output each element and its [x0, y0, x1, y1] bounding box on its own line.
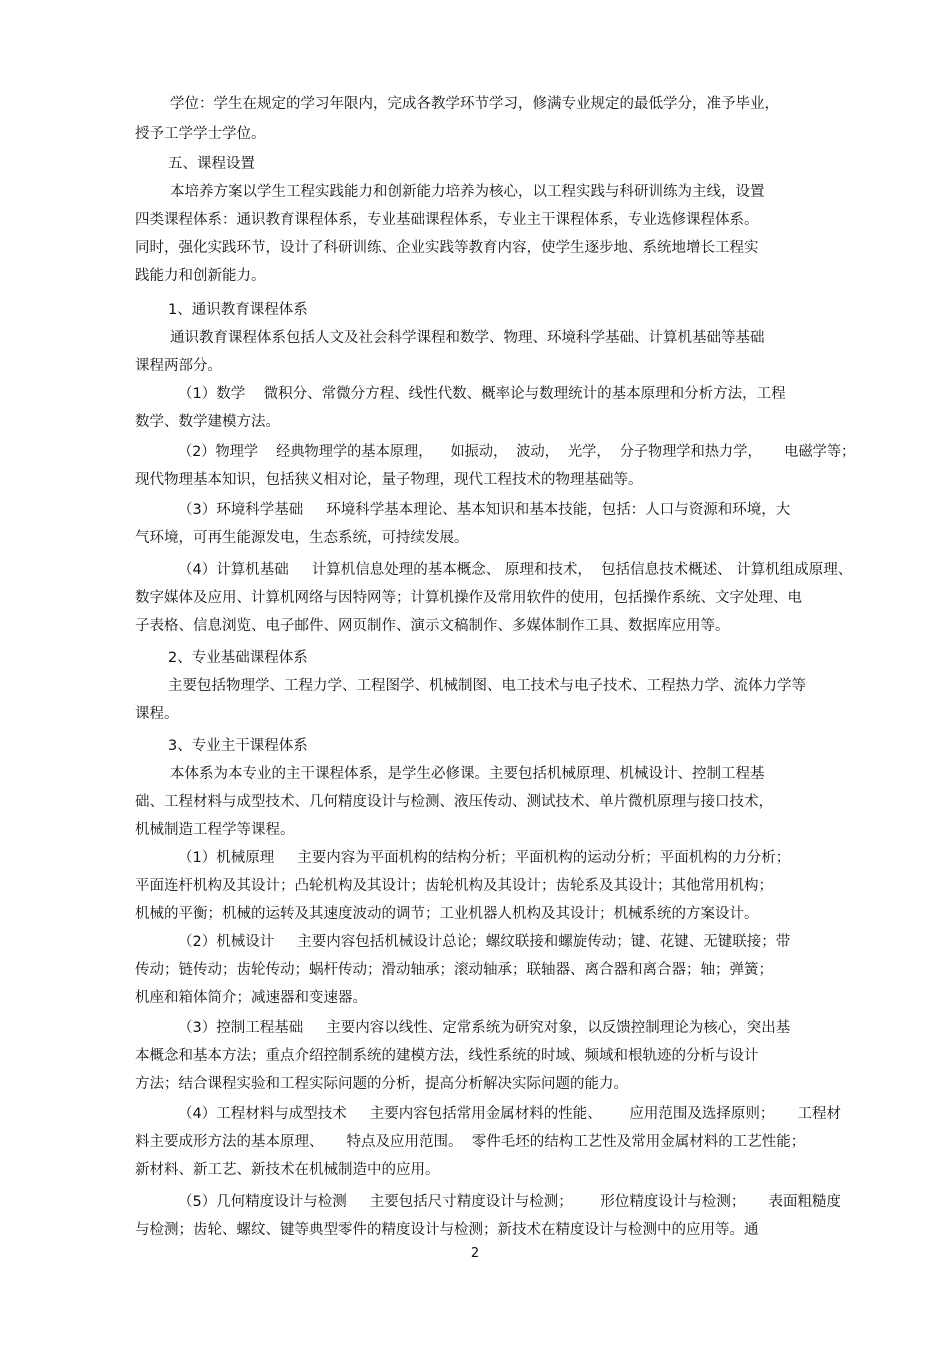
text-line: （1）机械原理 主要内容为平面机构的结构分析；平面机构的运动分析；平面机构的力分析； — [178, 850, 791, 866]
subsection-heading: 2、专业基础课程体系 — [168, 650, 308, 666]
text-line: 授予工学学士学位。 — [135, 126, 266, 142]
section-heading: 五、课程设置 — [168, 156, 255, 172]
text-line: 本概念和基本方法；重点介绍控制系统的建模方法，线性系统的时域、频域和根轨迹的分析与设计 — [135, 1048, 759, 1064]
subsection-heading: 1、通识教育课程体系 — [168, 302, 308, 318]
text-line: （4）工程材料与成型技术 主要内容包括常用金属材料的性能、 应用范围及选择原则； 工程材 — [178, 1106, 841, 1122]
text-line: 践能力和创新能力。 — [135, 268, 266, 284]
text-line: 平面连杆机构及其设计；凸轮机构及其设计；齿轮机构及其设计；齿轮系及其设计；其他常用机构； — [135, 878, 773, 894]
subsection-heading: 3、专业主干课程体系 — [168, 738, 308, 754]
text-line: 数学、数学建模方法。 — [135, 414, 280, 430]
text-line: （2）机械设计 主要内容包括机械设计总论；螺纹联接和螺旋传动；键、花键、无键联接；带 — [178, 934, 791, 950]
text-line: （5）几何精度设计与检测 主要包括尺寸精度设计与检测； 形位精度设计与检测； 表面粗糙度 — [178, 1194, 841, 1210]
text-line: 通识教育课程体系包括人文及社会科学课程和数学、物理、环境科学基础、计算机基础等基础 — [170, 330, 765, 346]
text-line: 现代物理基本知识，包括狭义相对论，量子物理，现代工程技术的物理基础等。 — [135, 472, 643, 488]
text-line: （2）物理学 经典物理学的基本原理， 如振动， 波动， 光学， 分子物理学和热力学， 电磁学等； — [178, 444, 856, 460]
text-line: 本体系为本专业的主干课程体系，是学生必修课。主要包括机械原理、机械设计、控制工程基 — [170, 766, 765, 782]
text-line: 主要包括物理学、工程力学、工程图学、机械制图、电工技术与电子技术、工程热力学、流体力学等 — [168, 678, 806, 694]
text-line: 传动；链传动；齿轮传动；蜗杆传动；滑动轴承；滚动轴承；联轴器、离合器和离合器；轴；弹簧； — [135, 962, 773, 978]
text-line: （1）数学 微积分、常微分方程、线性代数、概率论与数理统计的基本原理和分析方法，工程 — [178, 386, 786, 402]
text-line: 础、工程材料与成型技术、几何精度设计与检测、液压传动、测试技术、单片微机原理与接口技术， — [135, 794, 773, 810]
text-line: 数字媒体及应用、计算机网络与因特网等；计算机操作及常用软件的使用，包括操作系统、文字处理、电 — [135, 590, 802, 606]
text-line: 机械的平衡；机械的运转及其速度波动的调节；工业机器人机构及其设计；机械系统的方案设计。 — [135, 906, 759, 922]
text-line: （3）环境科学基础 环境科学基本理论、基本知识和基本技能，包括：人口与资源和环境，大 — [178, 502, 791, 518]
text-line: 学位：学生在规定的学习年限内，完成各教学环节学习，修满专业规定的最低学分，准予毕业， — [170, 96, 779, 112]
text-line: 课程。 — [135, 706, 179, 722]
text-line: 机械制造工程学等课程。 — [135, 822, 295, 838]
text-line: 机座和箱体简介；减速器和变速器。 — [135, 990, 367, 1006]
text-line: 四类课程体系：通识教育课程体系，专业基础课程体系，专业主干课程体系，专业选修课程体系。 — [135, 212, 759, 228]
text-line: 气环境，可再生能源发电，生态系统，可持续发展。 — [135, 530, 469, 546]
text-line: 方法；结合课程实验和工程实际问题的分析，提高分析解决实际问题的能力。 — [135, 1076, 628, 1092]
text-line: 同时，强化实践环节，设计了科研训练、企业实践等教育内容，使学生逐步地、系统地增长工程实 — [135, 240, 759, 256]
text-line: 本培养方案以学生工程实践能力和创新能力培养为核心，以工程实践与科研训练为主线，设置 — [170, 184, 765, 200]
text-line: （4）计算机基础 计算机信息处理的基本概念、 原理和技术， 包括信息技术概述、 计算机组成原理、 — [178, 562, 853, 578]
text-line: 料主要成形方法的基本原理、 特点及应用范围。 零件毛坯的结构工艺性及常用金属材料的工艺性能； — [135, 1134, 806, 1150]
text-line: （3）控制工程基础 主要内容以线性、定常系统为研究对象，以反馈控制理论为核心，突出基 — [178, 1020, 791, 1036]
page-number: 2 — [470, 1246, 480, 1261]
text-line: 与检测；齿轮、螺纹、键等典型零件的精度设计与检测；新技术在精度设计与检测中的应用等。通 — [135, 1222, 759, 1238]
text-line: 课程两部分。 — [135, 358, 222, 374]
text-line: 子表格、信息浏览、电子邮件、网页制作、演示文稿制作、多媒体制作工具、数据库应用等。 — [135, 618, 730, 634]
text-line: 新材料、新工艺、新技术在机械制造中的应用。 — [135, 1162, 440, 1178]
